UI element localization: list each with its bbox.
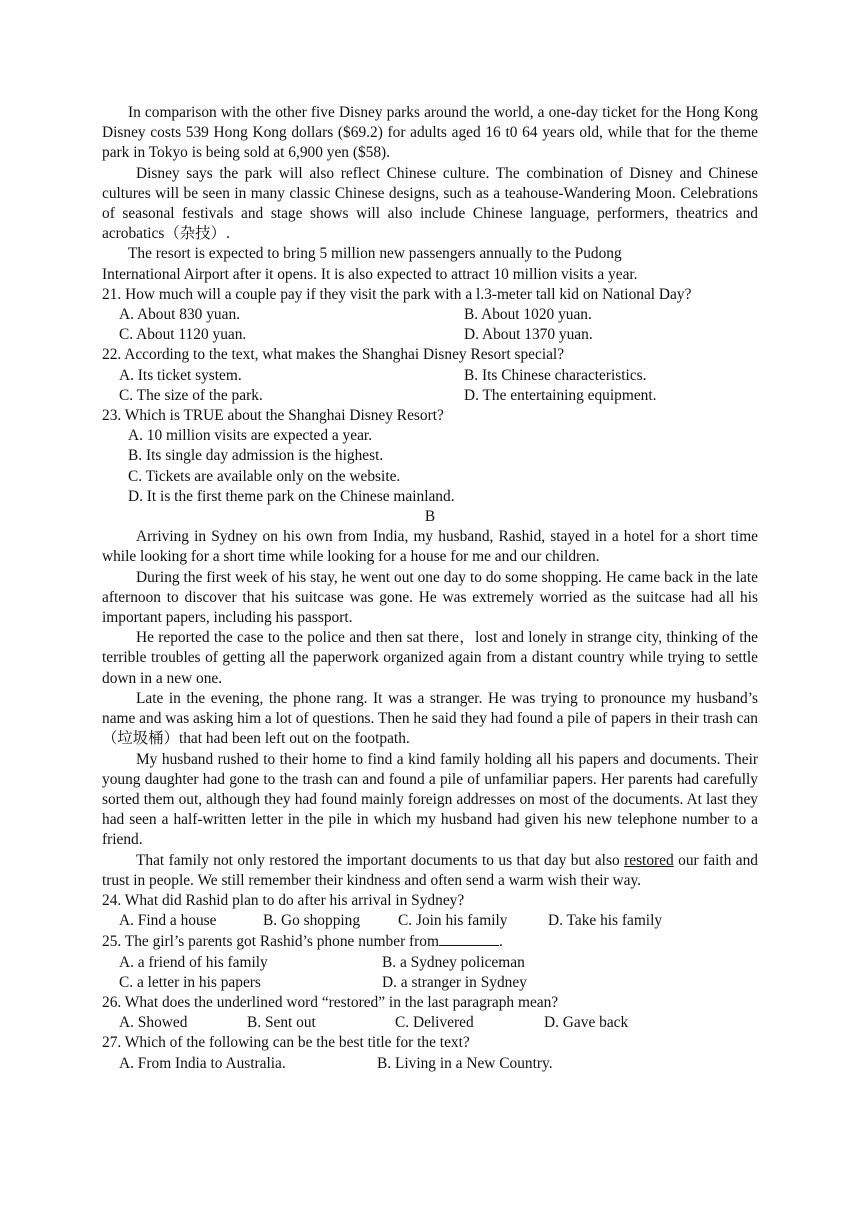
question-26-option-d: D. Gave back <box>544 1014 629 1032</box>
question-26-options-row <box>102 1013 758 1033</box>
answer-blank <box>439 931 499 946</box>
question-21-option-a: A. About 830 yuan. <box>119 306 240 324</box>
question-21-option-d: D. About 1370 yuan. <box>464 326 593 344</box>
question-26-option-c: C. Delivered <box>395 1014 474 1032</box>
question-22-option-a: A. Its ticket system. <box>119 366 242 384</box>
question-26-option-b: B. Sent out <box>247 1014 316 1032</box>
question-25-stem: 25. The girl’s parents got Rashid’s phone number from <box>102 933 439 951</box>
paragraph-6-text-before: That family not only restored the important documents to us that day but also <box>136 851 625 869</box>
question-24-stem: 24. What did Rashid plan to do after his arrival in Sydney? <box>102 891 465 909</box>
question-21-options-row-1 <box>102 305 758 325</box>
question-25-option-b: B. a Sydney policeman <box>382 953 525 971</box>
question-27-options-row <box>102 1054 758 1074</box>
question-24-options-row <box>102 911 758 931</box>
question-21-option-c: C. About 1120 yuan. <box>119 326 247 344</box>
question-24-option-c: C. Join his family <box>398 912 508 930</box>
question-22-option-c: C. The size of the park. <box>119 386 263 404</box>
section-b-heading: B <box>424 508 436 526</box>
question-22-option-b: B. Its Chinese characteristics. <box>464 366 647 384</box>
passage-b-paragraph-3: He reported the case to the police and then sat there，lost and lonely in strange city, thinking of the terrible troubles of getting all the paperwork organized again from a distant country while trying to settle down in a new one. <box>102 629 758 687</box>
passage-b-paragraph-2: During the first week of his stay, he went out one day to do some shopping. He came back in the late afternoon to discover that his suitcase was gone. He was extremely worried as the suitcase had all his important papers, including his passport. <box>102 568 758 627</box>
question-22-stem: 22. According to the text, what makes the Shanghai Disney Resort special? <box>102 346 565 364</box>
question-25-options-row-2 <box>102 973 758 993</box>
question-25-options-row-1 <box>102 953 758 973</box>
question-25-stem-end: . <box>498 933 503 951</box>
question-23-option-b: B. Its single day admission is the highest. <box>128 447 384 465</box>
question-24-option-a: A. Find a house <box>119 912 217 930</box>
passage-a-paragraph-1: In comparison with the other five Disney parks around the world, a one-day ticket for the Hong Kong Disney costs 539 Hong Kong dollars ($69.2) for adults aged 16 t0 64 years old, while that for the theme park in Tokyo is being sold at 6,900 yen ($58). <box>102 104 758 162</box>
question-21-options-row-2 <box>102 325 758 345</box>
question-27-option-b: B. Living in a New Country. <box>377 1054 553 1072</box>
passage-b-paragraph-5: My husband rushed to their home to find a kind family holding all his papers and documents. Their young daughter had gone to the trash can and found a pile of unfamiliar papers. Her parents had carefully sorted them out, although they had found mainly foreign addresses on most of the documents. At last they had seen a half-written letter in the pile in which my husband had given his new telephone number to a friend. <box>102 750 758 849</box>
paragraph-6-text-after: our faith and trust in people. We still remember their kindness and often send a warm wish their way. <box>102 851 758 889</box>
passage-a-paragraph-3-line-2: International Airport after it opens. It is also expected to attract 10 million visits a year. <box>102 265 638 283</box>
question-21-stem: 21. How much will a couple pay if they visit the park with a l.3-meter tall kid on National Day? <box>102 285 692 303</box>
question-24-option-d: D. Take his family <box>548 912 663 930</box>
passage-b-paragraph-4: Late in the evening, the phone rang. It was a stranger. He was trying to pronounce my husband’s name and was asking him a lot of questions. Then he said they had found a pile of papers in their trash can（垃圾桶）that had been left out on the footpath. <box>102 689 758 748</box>
passage-b-paragraph-6 <box>102 851 758 891</box>
question-27-stem: 27. Which of the following can be the best title for the text? <box>102 1034 470 1052</box>
passage-a-paragraph-3-line-1: The resort is expected to bring 5 million new passengers annually to the Pudong <box>128 245 622 263</box>
question-25-stem-line <box>102 931 758 952</box>
question-22-option-d: D. The entertaining equipment. <box>464 386 657 404</box>
question-26-option-a: A. Showed <box>119 1014 188 1032</box>
question-27-option-a: A. From India to Australia. <box>119 1054 286 1072</box>
question-25-option-d: D. a stranger in Sydney <box>382 973 527 991</box>
question-23-stem: 23. Which is TRUE about the Shanghai Disney Resort? <box>102 407 444 425</box>
exam-page <box>102 103 758 1074</box>
question-21-option-b: B. About 1020 yuan. <box>464 306 592 324</box>
question-23-option-a: A. 10 million visits are expected a year. <box>128 427 373 445</box>
question-23-option-d: D. It is the first theme park on the Chinese mainland. <box>128 487 455 505</box>
question-23-option-c: C. Tickets are available only on the website. <box>128 467 401 485</box>
question-25-option-a: A. a friend of his family <box>119 953 268 971</box>
question-24-option-b: B. Go shopping <box>263 912 361 930</box>
question-26-stem: 26. What does the underlined word “restored” in the last paragraph mean? <box>102 993 559 1011</box>
question-22-options-row-2 <box>102 386 758 406</box>
question-22-options-row-1 <box>102 366 758 386</box>
passage-a-paragraph-2: Disney says the park will also reflect Chinese culture. The combination of Disney and Chinese cultures will be seen in many classic Chinese designs, such as a teahouse-Wandering Moon. Celebrations of seasonal festivals and stage shows will also include Chinese language, performers, theatrics and acrobatics（杂技）. <box>102 164 758 243</box>
question-25-option-c: C. a letter in his papers <box>119 973 261 991</box>
underlined-word-restored: restored <box>624 851 674 869</box>
passage-b-paragraph-1: Arriving in Sydney on his own from India, my husband, Rashid, stayed in a hotel for a short time while looking for a short time while looking for a house for me and our children. <box>102 528 758 566</box>
